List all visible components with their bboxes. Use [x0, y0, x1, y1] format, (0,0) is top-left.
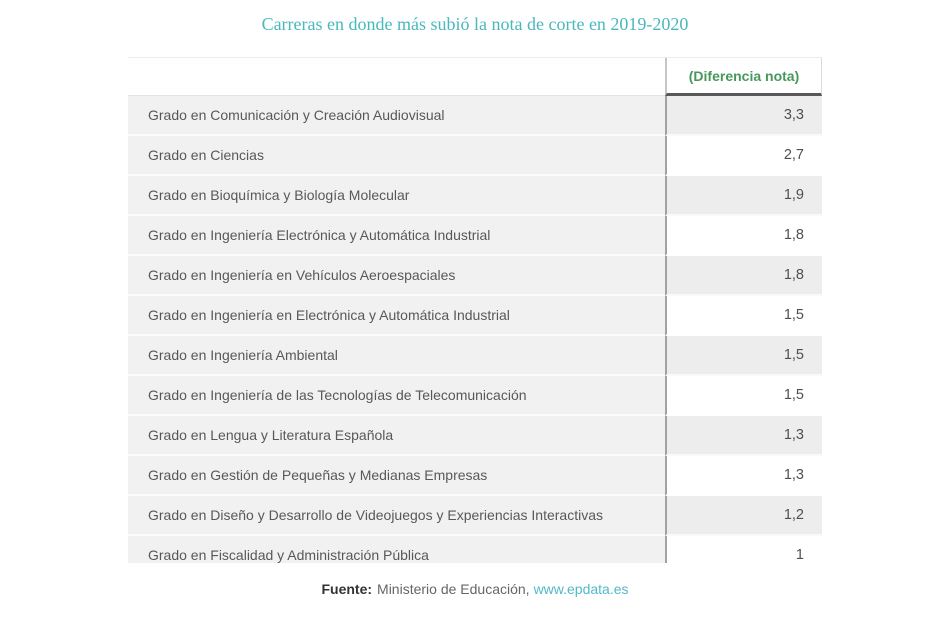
- degree-name-cell: Grado en Lengua y Literatura Española: [128, 416, 665, 456]
- table-row: [128, 96, 822, 136]
- degree-name-cell: Grado en Ingeniería en Vehículos Aeroespaciales: [128, 256, 665, 296]
- degree-name-cell: Grado en Comunicación y Creación Audiovisual: [128, 96, 665, 136]
- diff-value-cell: 3,3: [665, 96, 822, 136]
- degree-name-cell: Grado en Ingeniería Ambiental: [128, 336, 665, 376]
- table-row: [128, 376, 822, 416]
- table-header-row: [128, 58, 822, 96]
- diff-value-cell: 1,8: [665, 216, 822, 256]
- diff-value-cell: 1,3: [665, 416, 822, 456]
- table-row: [128, 256, 822, 296]
- diff-value-cell: 1,5: [665, 296, 822, 336]
- degree-name-cell: Grado en Ciencias: [128, 136, 665, 176]
- diff-value-cell: 1,5: [665, 336, 822, 376]
- chart-title: Carreras en donde más subió la nota de corte en 2019-2020: [261, 14, 689, 34]
- degree-name-cell: Grado en Gestión de Pequeñas y Medianas Empresas: [128, 456, 665, 496]
- table-row: [128, 296, 822, 336]
- degree-name-cell: Grado en Ingeniería de las Tecnologías de Telecomunicación: [128, 376, 665, 416]
- table-row: [128, 336, 822, 376]
- table-row: [128, 416, 822, 456]
- diff-value-cell: 1,9: [665, 176, 822, 216]
- table-row: [128, 536, 822, 563]
- diff-value-cell: 2,7: [665, 136, 822, 176]
- degree-name-cell: Grado en Ingeniería Electrónica y Automática Industrial: [128, 216, 665, 256]
- degree-name-cell: Grado en Diseño y Desarrollo de Videojuegos y Experiencias Interactivas: [128, 496, 665, 536]
- diff-value-cell: 1,3: [665, 456, 822, 496]
- header-value-cell: (Diferencia nota): [665, 58, 822, 96]
- source-label: Fuente:: [321, 581, 373, 597]
- degree-name-cell: Grado en Ingeniería en Electrónica y Automática Industrial: [128, 296, 665, 336]
- diff-value-cell: 1,8: [665, 256, 822, 296]
- table-row: [128, 136, 822, 176]
- degree-name-cell: Grado en Bioquímica y Biología Molecular: [128, 176, 665, 216]
- source-footer: [0, 581, 950, 597]
- diff-value-cell: 1,5: [665, 376, 822, 416]
- table-row: [128, 496, 822, 536]
- diff-value-cell: 1,2: [665, 496, 822, 536]
- source-text: Ministerio de Educación,: [377, 581, 530, 597]
- table-row: [128, 216, 822, 256]
- header-empty-cell: [128, 58, 665, 96]
- table-row: [128, 456, 822, 496]
- degree-name-cell: Grado en Fiscalidad y Administración Pública: [128, 536, 665, 563]
- data-table: [128, 57, 822, 563]
- diff-value-cell: 1: [665, 536, 822, 563]
- epdata-link[interactable]: www.epdata.es: [533, 581, 629, 597]
- table-body: [128, 96, 822, 563]
- table-row: [128, 176, 822, 216]
